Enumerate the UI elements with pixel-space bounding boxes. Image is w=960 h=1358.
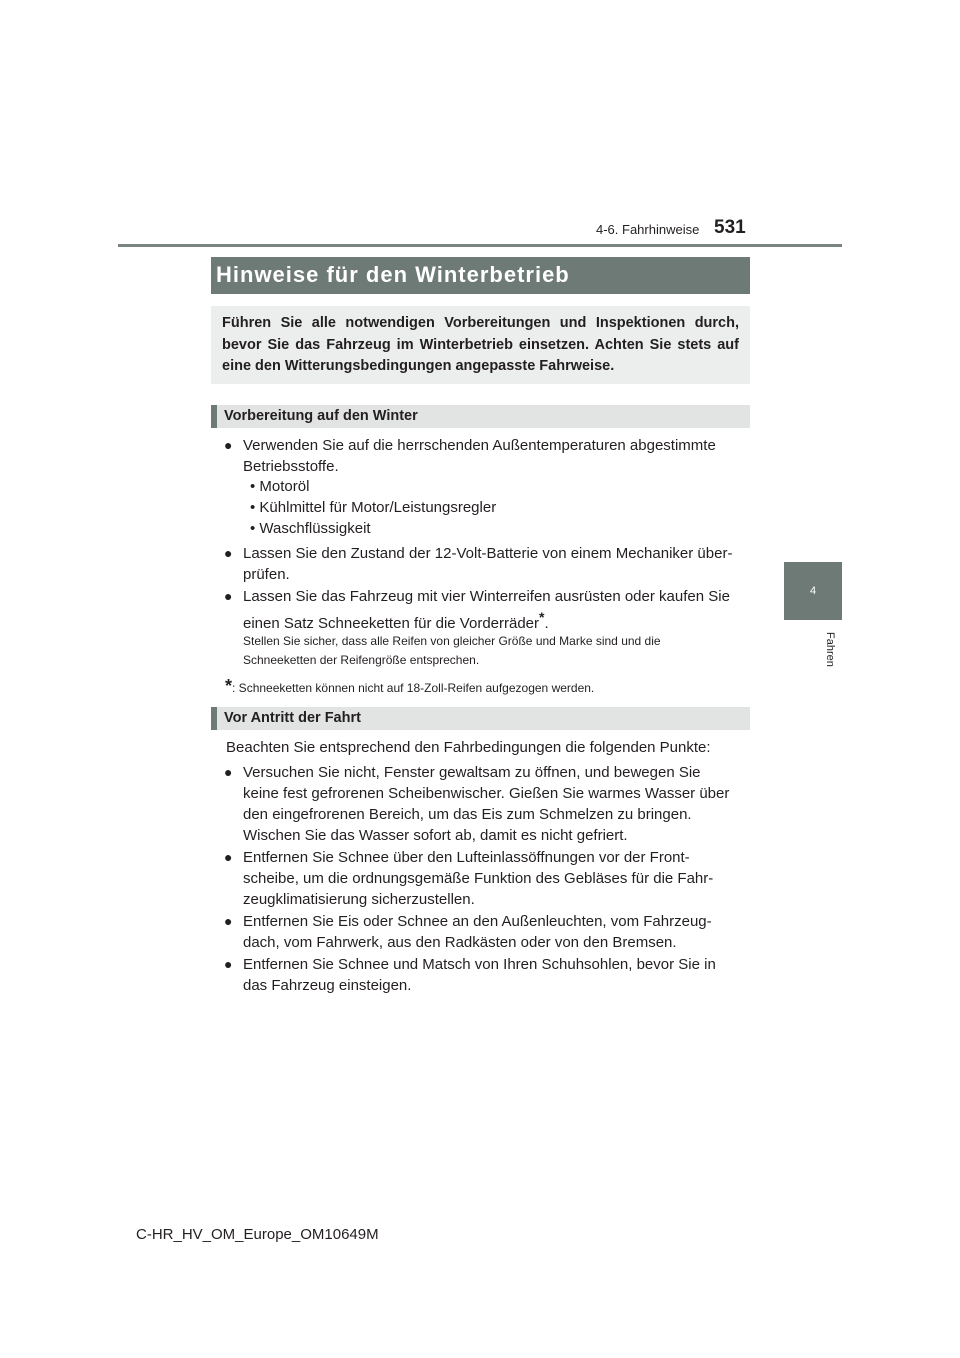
- section-heading-accent: [211, 707, 217, 730]
- header-rule: [118, 244, 842, 247]
- bullet-line: Entfernen Sie Schnee und Matsch von Ihren Schuhsohlen, bevor Sie in: [243, 956, 716, 973]
- bullet-icon: ●: [224, 956, 233, 972]
- bullet-icon: ●: [224, 545, 233, 561]
- bullet-line: Lassen Sie das Fahrzeug mit vier Winterreifen ausrüsten oder kaufen Sie: [243, 588, 730, 605]
- bullet-text: [243, 847, 744, 910]
- bullet-line: scheibe, um die ordnungsgemäße Funktion des Gebläses für die Fahr-: [243, 870, 714, 887]
- chapter-label: Fahren: [824, 632, 836, 667]
- chapter-number: 4: [809, 585, 817, 597]
- document-id: C-HR_HV_OM_Europe_OM10649M: [136, 1226, 379, 1243]
- bullet-icon: ●: [224, 588, 233, 604]
- note-line: Schneeketten der Reifengröße entsprechen.: [243, 653, 480, 667]
- bullet-line-end: .: [544, 615, 549, 632]
- page-title: Hinweise für den Winterbetrieb: [216, 262, 570, 287]
- intro-text: Führen Sie alle notwendigen Vorbereitungen und Inspektionen durch, bevor Sie das Fahrzeug im Winterbetrieb einsetzen. Achten Sie stets auf eine den Witterungsbedingungen angepasste Fahrweise.: [222, 315, 739, 374]
- footnote-marker: *: [539, 609, 545, 625]
- bullet-line: dach, vom Fahrwerk, aus den Radkästen oder von den Bremsen.: [243, 934, 677, 951]
- bullet-line: zeugklimatisierung sicherzustellen.: [243, 891, 475, 908]
- bullet-line: Versuchen Sie nicht, Fenster gewaltsam zu öffnen, und bewegen Sie: [243, 764, 701, 781]
- bullet-line: Entfernen Sie Schnee über den Lufteinlassöffnungen vor der Front-: [243, 849, 690, 866]
- page-number: 531: [714, 217, 746, 238]
- section-intro: Beachten Sie entsprechend den Fahrbedingungen die folgenden Punkte:: [226, 739, 711, 756]
- bullet-text: [243, 543, 744, 585]
- bullet-icon: ●: [224, 913, 233, 929]
- sub-item: • Kühlmittel für Motor/Leistungsregler: [250, 499, 497, 516]
- section-heading-before-driving: Vor Antritt der Fahrt: [224, 710, 361, 726]
- section-heading-winter-prep: Vorbereitung auf den Winter: [224, 408, 418, 424]
- bullet-line: keine fest gefrorenen Scheibenwischer. Gießen Sie warmes Wasser über: [243, 785, 730, 802]
- section-heading-accent: [211, 405, 217, 428]
- sub-item: • Motoröl: [250, 478, 310, 495]
- bullet-icon: ●: [224, 849, 233, 865]
- chapter-tab[interactable]: [784, 562, 842, 620]
- bullet-icon: ●: [224, 764, 233, 780]
- bullet-line: prüfen.: [243, 566, 290, 583]
- bullet-text: [243, 954, 744, 996]
- bullet-icon: ●: [224, 437, 233, 453]
- bullet-text: [243, 586, 744, 634]
- sub-item: • Waschflüssigkeit: [250, 520, 371, 537]
- footnote-star: *: [225, 676, 233, 696]
- note-line: Stellen Sie sicher, dass alle Reifen von gleicher Größe und Marke sind und die: [243, 634, 661, 648]
- section-label: 4-6. Fahrhinweise: [596, 222, 700, 237]
- footnote: [225, 676, 594, 697]
- footnote-text: : Schneeketten können nicht auf 18-Zoll-Reifen aufgezogen werden.: [232, 681, 595, 695]
- bullet-line: Wischen Sie das Wasser sofort ab, damit es nicht gefriert.: [243, 827, 628, 844]
- bullet-line: den eingefrorenen Bereich, um das Eis zum Schmelzen zu bringen.: [243, 806, 692, 823]
- bullet-line: [243, 607, 744, 634]
- note-text: [243, 632, 744, 670]
- bullet-line: Betriebsstoffe.: [243, 458, 339, 475]
- bullet-text: [243, 762, 744, 846]
- bullet-line-text: einen Satz Schneeketten für die Vorderräder: [243, 615, 540, 632]
- bullet-line: Lassen Sie den Zustand der 12-Volt-Batterie von einem Mechaniker über-: [243, 545, 733, 562]
- bullet-line: das Fahrzeug einsteigen.: [243, 977, 412, 994]
- bullet-text: [243, 435, 744, 477]
- bullet-line: Entfernen Sie Eis oder Schnee an den Außenleuchten, vom Fahrzeug-: [243, 913, 712, 930]
- bullet-line: Verwenden Sie auf die herrschenden Außentemperaturen abgestimmte: [243, 437, 716, 454]
- bullet-text: [243, 911, 744, 953]
